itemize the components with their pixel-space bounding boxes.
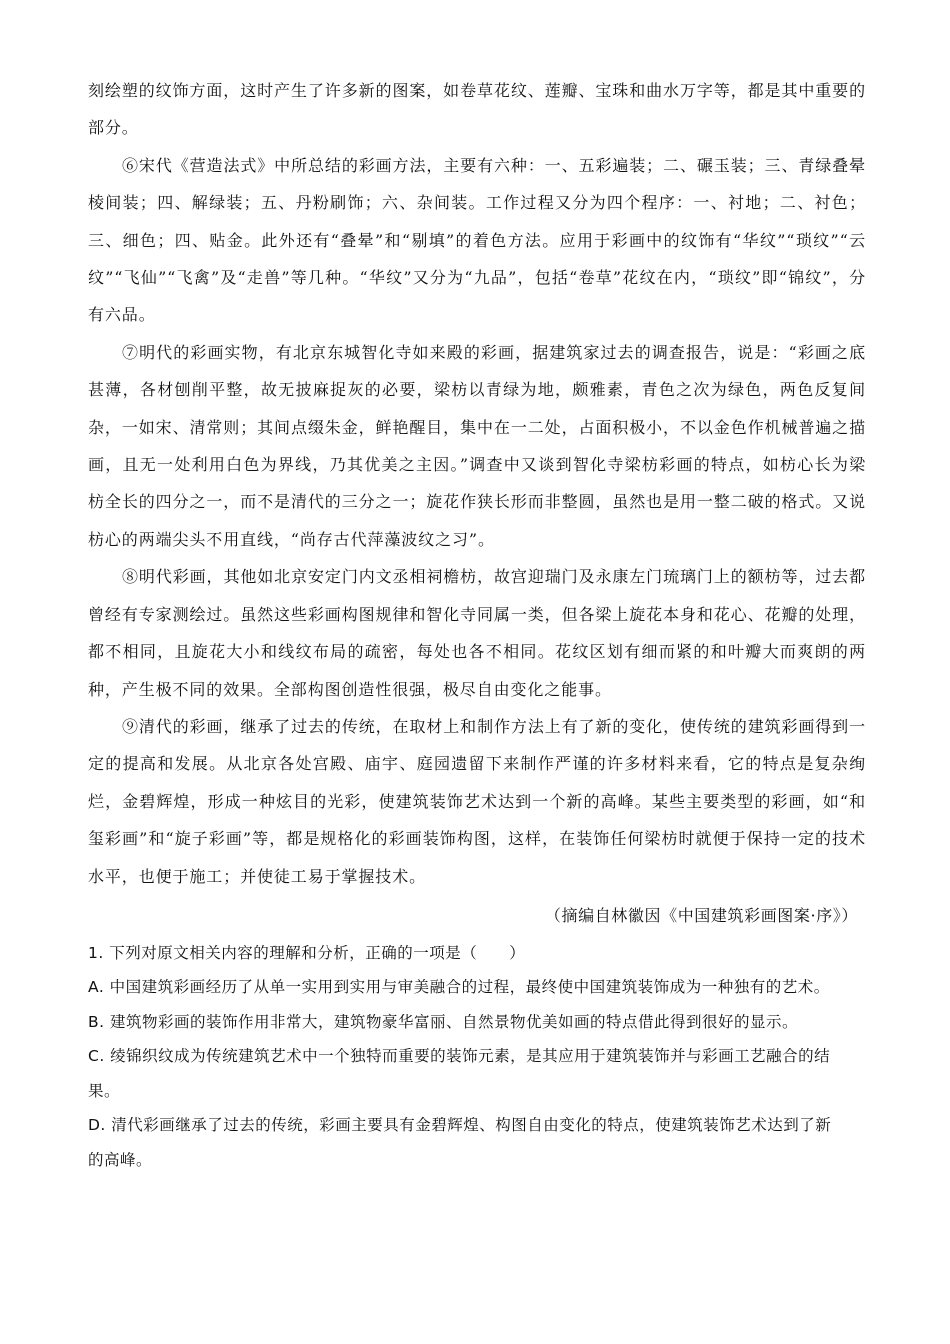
question-1 — [88, 936, 866, 1178]
option-a: A. 中国建筑彩画经历了从单一实用到实用与审美融合的过程，最终使中国建筑装饰成为一种独有的艺术。 — [88, 978, 830, 997]
passage-paragraph-7: ⑦明代的彩画实物，有北京东城智化寺如来殿的彩画，据建筑家过去的调查报告，说是：“彩画之底甚薄，各材刨削平整，故无披麻捉灰的必要，梁枋以青绿为地，颇雅素，青色之次为绿色，两色反复间杂，一如宋、清常则；其间点缀朱金，鲜艳醒目，集中在一二处，占面积极小，不以金色作机械普遍之描画，且无一处利用白色为界线，乃其优美之主因。”调查中又谈到智化寺梁枋彩画的特点，如枋心长为梁枋全长的四分之一，而不是清代的三分之一；旋花作狭长形而非整圆，虽然也是用一整二破的格式。又说枋心的两端尖头不用直线，“尚存古代萍藻波纹之习”。 — [88, 342, 866, 549]
option-d: D. 清代彩画继承了过去的传统，彩画主要具有金碧辉煌、构图自由变化的特点，使建筑装饰艺术达到了新的高峰。 — [88, 1116, 832, 1169]
passage-paragraph-8: ⑧明代彩画，其他如北京安定门内文丞相祠檐枋，故宫迎瑞门及永康左门琉璃门上的额枋等，过去都曾经有专家测绘过。虽然这些彩画构图规律和智化寺同属一类，但各梁上旋花本身和花心、花瓣的处理，都不相同，且旋花大小和线纹布局的疏密，每处也各不相同。花纹区划有细而紧的和叶瓣大而爽朗的两种，产生极不同的效果。全部构图创造性很强，极尽自由变化之能事。 — [88, 567, 866, 699]
option-b: B. 建筑物彩画的装饰作用非常大，建筑物豪华富丽、自然景物优美如画的特点借此得到很好的显示。 — [88, 1012, 798, 1031]
passage-paragraph-6: ⑥宋代《营造法式》中所总结的彩画方法，主要有六种：一、五彩遍装；二、碾玉装；三、青绿叠晕棱间装；四、解绿装；五、丹粉刷饰；六、杂间装。工作过程又分为四个程序：一、衬地；二、衬色；三、细色；四、贴金。此外还有“叠晕”和“剔填”的着色方法。应用于彩画中的纹饰有“华纹”“琐纹”“云纹”“飞仙”“飞禽”及“走兽”等几种。“华纹”又分为“九品”，包括“卷草”花纹在内，“琐纹”即“锦纹”，分有六品。 — [88, 155, 866, 325]
document-page — [88, 72, 866, 1177]
passage-source: （摘编自林徽因《中国建筑彩画图案·序》） — [544, 905, 858, 925]
passage-paragraph-continued: 刻绘塑的纹饰方面，这时产生了许多新的图案，如卷草花纹、莲瓣、宝珠和曲水万字等，都是其中重要的部分。 — [88, 81, 866, 138]
passage-paragraph-9: ⑨清代的彩画，继承了过去的传统，在取材上和制作方法上有了新的变化，使传统的建筑彩画得到一定的提高和发展。从北京各处宫殿、庙宇、庭园遗留下来制作严谨的许多材料来看，它的特点是复杂绚烂，金碧辉煌，形成一种炫目的光彩，使建筑装饰艺术达到一个新的高峰。某些主要类型的彩画，如“和玺彩画”和“旋子彩画”等，都是规格化的彩画装饰构图，这样，在装饰任何梁枋时就便于保持一定的技术水平，也便于施工；并使徒工易于掌握技术。 — [88, 716, 866, 886]
option-c: C. 绫锦织纹成为传统建筑艺术中一个独特而重要的装饰元素，是其应用于建筑装饰并与彩画工艺融合的结果。 — [88, 1047, 831, 1100]
question-stem: 1. 下列对原文相关内容的理解和分析，正确的一项是（ ） — [88, 943, 526, 962]
